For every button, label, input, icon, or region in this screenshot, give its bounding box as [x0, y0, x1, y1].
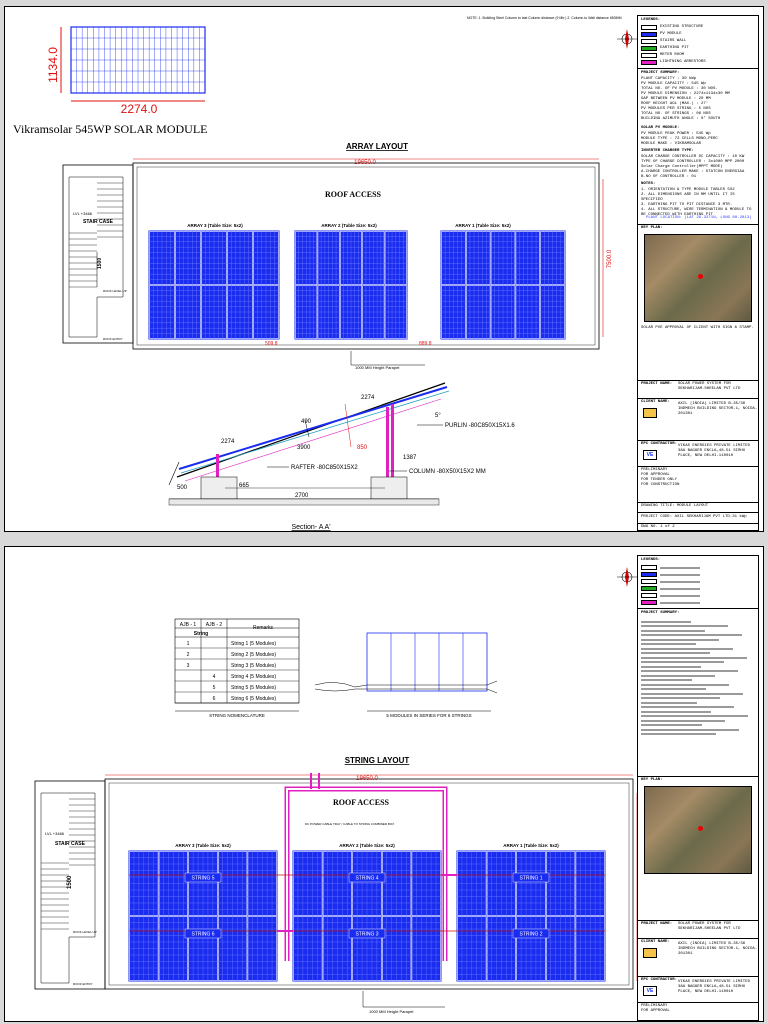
- key-plan-heading: KEY PLAN:: [641, 778, 663, 782]
- legend-swatch-icon: [641, 46, 657, 51]
- text-line-placeholder: [641, 724, 702, 726]
- key-plan-satellite-map: [644, 234, 752, 322]
- text-line-placeholder: [641, 630, 705, 632]
- legend-swatch-icon: [641, 565, 657, 570]
- inverter-row: B.NO OF CONTROLLER : 01: [641, 175, 697, 179]
- note-row: 3. EARTHING PIT TO PIT DISTANCE 3 MTR.: [641, 203, 733, 207]
- legend-swatch-icon: [641, 572, 657, 577]
- stair-width: 1500: [97, 257, 103, 269]
- roof-level-label: ROOF LEVEL UP: [73, 930, 97, 934]
- inverter-row: SOLAR CHARGE CONTROLLER DC CAPACITY : 10 KW: [641, 155, 745, 159]
- north-arrow-icon: [617, 29, 637, 49]
- legend-list: [641, 24, 755, 66]
- text-line-placeholder: [641, 643, 696, 645]
- legend-label: METER ROOM: [660, 53, 685, 57]
- text-line-placeholder: [641, 706, 734, 708]
- text-line-placeholder: [641, 675, 715, 677]
- client-name: AXIL (INDIA) LIMITED B-35/36 INDMECH BUILDING SECTOR-1, NOIDA-201301: [678, 402, 758, 416]
- text-line-placeholder: [641, 729, 739, 731]
- note-row: 1. ORIENTATION & TYPE MODULE TABLES 5X2: [641, 188, 735, 192]
- legend-label: LIGHTNING ARRESTORS: [660, 60, 706, 64]
- roof-access-label: ROOF ACCESS: [333, 798, 389, 807]
- table-cell-ajb2: 4: [212, 674, 216, 680]
- legend-swatch-icon: [641, 32, 657, 37]
- text-line-placeholder: [641, 634, 742, 636]
- module-detail: [61, 27, 205, 101]
- table-caption: STRING NOMENCLATURE: [209, 713, 265, 718]
- stair-label: STAIR CASE: [83, 219, 113, 225]
- plant-location: PLANT LOCATION: (LAT 29.3271N, LONG 80.2813): [646, 216, 752, 220]
- string-label: STRING 1: [519, 875, 543, 882]
- section-title: Section- A A': [291, 524, 331, 531]
- rafter-label: RAFTER -80C850X15X2: [291, 465, 358, 471]
- overall-dim: 19650.0: [356, 776, 378, 782]
- module-height-dim: 1134.0: [46, 47, 60, 83]
- table-header-ajb2: AJB - 2: [205, 622, 223, 628]
- edge-dim-left: 509.8: [265, 341, 278, 347]
- array-2: [293, 851, 441, 981]
- section-dim-2700: 2700: [295, 493, 309, 499]
- solar-pv-module-heading: SOLAR PV MODULE:: [641, 126, 680, 130]
- section-dim-2274-a: 2274: [221, 439, 235, 445]
- drawing-sheet-array-layout: [4, 6, 764, 532]
- project-code: PROJECT CODE: AXIL SEKHARIJAM PVT LTD-31 kWp: [641, 515, 747, 519]
- key-plan-note: SOLAR PVE APPROVAL OF CLIENT WITH SIGN & STAMP.: [641, 326, 754, 330]
- table-cell-remarks: String 4 (5 Modules): [231, 674, 277, 680]
- legend-swatch-icon: [641, 600, 657, 605]
- section-aa-drawing: [169, 383, 449, 505]
- summary-row: PLANT CAPACITY : 30 kWp: [641, 77, 697, 81]
- roof-entry-label: ROOF ENTRY: [73, 982, 93, 986]
- array-3: [149, 231, 279, 339]
- staircase: [63, 165, 133, 343]
- epc-label: EPC CONTRACTOR:: [641, 442, 678, 446]
- legend-label: STAIRS WALL: [660, 39, 687, 43]
- note-row: 2. ALL DIMENSIONS ARE IN MM UNTIL IT IS SPECIFIED: [641, 193, 735, 202]
- text-line-placeholder: [641, 661, 724, 663]
- legend-swatch-icon: [641, 60, 657, 65]
- overall-dim: 19650.0: [354, 160, 376, 166]
- section-dim-1387: 1387: [403, 455, 417, 461]
- text-line-placeholder: [641, 688, 706, 690]
- text-line-placeholder: [641, 670, 738, 672]
- section-dim-850: 850: [357, 445, 368, 451]
- array-3-label: ARRAY 3 (Table Size: 5x2): [187, 223, 243, 228]
- summary-row: GAP BETWEEN PV MODULE : 20 MM: [641, 97, 711, 101]
- title-block: [637, 15, 759, 531]
- array-2-label: ARRAY 2 (Table Size: 5x2): [339, 843, 395, 848]
- text-line-placeholder: [641, 652, 710, 654]
- section-dim-665: 665: [239, 483, 250, 489]
- legend-list: [641, 564, 755, 606]
- legend-item: [641, 52, 755, 59]
- table-cell-remarks: String 2 (5 Modules): [231, 652, 277, 658]
- legend-item: [641, 564, 755, 571]
- inverter-row: A.CHARGE CONTROLLER MAKE : STATCON ENERGIAA: [641, 170, 745, 174]
- revision-row: FOR APPROVAL: [641, 1009, 670, 1013]
- table-subheader-string: String: [193, 631, 209, 637]
- string-label: STRING 6: [191, 931, 215, 938]
- table-header-remarks: Remarks: [252, 625, 274, 631]
- depth-dim: 7500.0: [607, 249, 613, 269]
- epc-name: VIKAS ENERGIES PRIVATE LIMITED 38A BAGGER ENCLA,48-51 SIRHU PLACE, NEW DELHI-110010: [678, 444, 751, 458]
- section-dim-500: 500: [177, 485, 188, 491]
- array-layout-title: ARRAY LAYOUT: [346, 142, 408, 151]
- legend-heading: LEGENDS:: [641, 18, 661, 22]
- series-caption: 5 MODULES IN SERIES FOR 6 STRINGS: [386, 713, 472, 718]
- summary-row: TOTAL NO. OF STRINGS : 06 NOS: [641, 112, 711, 116]
- text-line-placeholder: [641, 648, 733, 650]
- table-cell-remarks: String 3 (5 Modules): [231, 663, 277, 669]
- section-dim-2274-b: 2274: [361, 395, 375, 401]
- module-title: Vikramsolar 545WP SOLAR MODULE: [13, 122, 208, 136]
- project-name-label: PROJECT NAME:: [641, 382, 673, 386]
- string-label: STRING 2: [519, 931, 543, 938]
- stair-level: LVL +3466: [45, 831, 65, 836]
- north-arrow-icon: [617, 567, 637, 587]
- text-line-placeholder: [641, 693, 743, 695]
- text-line-placeholder: [641, 679, 692, 681]
- module-row: MODULE MAKE : VIKRAMSOLAR: [641, 142, 702, 146]
- summary-row: PV MODULE DIMENSION : 2274x1134x30 MM: [641, 92, 730, 96]
- epc-logo-icon: VE: [643, 450, 657, 460]
- note-row: 4. ALL STRUCTURE, WIRE TERMINATION & MODULE TO BE CONNECTED WITH EARTHING PIT: [641, 208, 752, 217]
- inverter-list: [641, 155, 757, 180]
- site-marker-icon: [698, 274, 703, 279]
- cable-note: DC POWER CABLE TRAY / CABLE TO STRING COMBINER BOX: [305, 822, 395, 826]
- array-1-label: ARRAY 1 (Table Size: 5x2): [455, 223, 511, 228]
- legend-label: EARTHING PIT: [660, 46, 689, 50]
- column-label: COLUMN -80X50X15X2 MM: [409, 469, 486, 475]
- legend-item: [641, 578, 755, 585]
- project-summary-heading: PROJECT SUMMARY:: [641, 611, 680, 615]
- text-line-placeholder: [641, 621, 691, 623]
- array-2-label: ARRAY 2 (Table Size: 5x2): [321, 223, 377, 228]
- pv-arrays: [129, 851, 605, 981]
- text-line-placeholder: [641, 702, 697, 704]
- module-row: MODULE TYPE : 72 CELLS MONO-PERC: [641, 137, 718, 141]
- summary-row: PV MODULES PER STRING : 5 NOS: [641, 107, 711, 111]
- client-label: CLIENT NAME:: [641, 400, 670, 404]
- revision-list: [641, 468, 679, 488]
- text-line-placeholder: [641, 666, 701, 668]
- roof-entry-label: ROOF ENTRY: [103, 337, 123, 341]
- text-line-placeholder: [641, 625, 728, 627]
- array-1-label: ARRAY 1 (Table Size: 5x2): [503, 843, 559, 848]
- project-name: SOLAR POWER SYSTEM FOR SEKHARIJAM-SHEELAN PVT LTD: [678, 922, 741, 931]
- legend-item: [641, 24, 755, 31]
- pv-arrays: [149, 231, 565, 339]
- legend-swatch-icon: [641, 593, 657, 598]
- epc-name: VIKAS ENERGIES PRIVATE LIMITED 38A BAGGER ENCLA,48-51 SIRHU PLACE, NEW DELHI-110010: [678, 980, 751, 994]
- edge-dim-right: 889.8: [419, 341, 432, 347]
- text-line-placeholder: [641, 639, 719, 641]
- revision-row: PRELIMINARY: [641, 468, 668, 472]
- roof-access-label: ROOF ACCESS: [325, 190, 381, 199]
- legend-item: [641, 585, 755, 592]
- epc-label: EPC CONTRACTOR:: [641, 978, 678, 982]
- legend-label: PV MODULE: [660, 32, 682, 36]
- table-cell-ajb2: 6: [212, 696, 216, 702]
- module-width-dim: 2274.0: [120, 102, 158, 116]
- table-cell-ajb1: 3: [186, 663, 190, 669]
- summary-row: PV MODULE CAPACITY : 545 Wp: [641, 82, 706, 86]
- sheet1-notes: NOTE: 1. Building Steel Column to last Column distance (9 Mtr.) 2. Column to Wall distance 650MM: [467, 16, 622, 20]
- revision-list: [641, 1004, 670, 1014]
- key-plan-satellite-map: [644, 786, 752, 874]
- parapet-label: 1000 MM Height Parapet: [369, 1009, 414, 1014]
- table-cell-ajb2: 5: [212, 685, 216, 691]
- text-line-placeholder: [641, 720, 725, 722]
- array-1: [457, 851, 605, 981]
- client-label: CLIENT NAME:: [641, 940, 670, 944]
- legend-item: [641, 45, 755, 52]
- section-dim-3900: 3900: [297, 445, 311, 451]
- client-logo-icon: [643, 948, 657, 958]
- series-diagram: [315, 633, 497, 693]
- revision-row: FOR TENDER ONLY: [641, 478, 678, 482]
- summary-text-block: [641, 618, 755, 738]
- epc-logo-icon: VE: [643, 986, 657, 996]
- title-block: [637, 555, 759, 1021]
- array-1: [441, 231, 565, 339]
- project-name-label: PROJECT NAME:: [641, 922, 673, 926]
- revision-row: FOR CONSTRUCTION: [641, 483, 680, 487]
- array-2: [295, 231, 407, 339]
- legend-swatch-icon: [641, 39, 657, 44]
- legend-item: [641, 38, 755, 45]
- summary-row: TOTAL NO. OF PV MODULE : 30 NOS.: [641, 87, 718, 91]
- table-cell-remarks: String 1 (5 Modules): [231, 641, 277, 647]
- notes-heading: NOTES:: [641, 182, 656, 186]
- legend-swatch-icon: [641, 53, 657, 58]
- pv-module-list: [641, 132, 718, 147]
- summary-row: BUILDING AZIMUTH ANGLE : 0° SOUTH: [641, 117, 721, 121]
- table-cell-remarks: String 6 (5 Modules): [231, 696, 277, 702]
- project-summary-heading: PROJECT SUMMARY:: [641, 71, 680, 75]
- key-plan-heading: KEY PLAN:: [641, 226, 663, 230]
- legend-swatch-icon: [641, 25, 657, 30]
- drawing-sheet-string-layout: [4, 546, 764, 1022]
- inverter-row: TYPE OF CHARGE CONTROLLER : 3x1000 MPP 2000 Solar Charge Controller(MPPT MODE): [641, 160, 745, 169]
- legend-swatch-icon: [641, 586, 657, 591]
- string-label: STRING 5: [191, 875, 215, 882]
- stair-label: STAIR CASE: [55, 841, 85, 847]
- parapet-label: 1000 MM Height Parapet: [355, 365, 400, 370]
- notes-list: [641, 188, 757, 218]
- roof-level-label: ROOF LEVEL UP: [103, 289, 127, 293]
- array-3-label: ARRAY 3 (Table Size: 5x2): [175, 843, 231, 848]
- site-marker-icon: [698, 826, 703, 831]
- module-row: PV MODULE PEAK POWER : 545 Wp: [641, 132, 711, 136]
- legend-label: EXISTING STRUCTURE: [660, 25, 704, 29]
- legend-item: [641, 571, 755, 578]
- text-line-placeholder: [641, 733, 716, 735]
- inverter-heading: INVERTER CHARGER TYPE:: [641, 149, 694, 153]
- text-line-placeholder: [641, 715, 748, 717]
- text-line-placeholder: [641, 711, 711, 713]
- legend-item: [641, 31, 755, 38]
- table-cell-remarks: String 5 (5 Modules): [231, 685, 277, 691]
- summary-row: ROOF HEIGHT AGL (MAX.) : 27': [641, 102, 709, 106]
- legend-swatch-icon: [641, 579, 657, 584]
- revision-row: FOR APPROVAL: [641, 473, 670, 477]
- text-line-placeholder: [641, 697, 720, 699]
- table-cell-ajb1: 2: [186, 652, 190, 658]
- revision-row: PRELIMINARY: [641, 1004, 668, 1008]
- client-name: AXIL (INDIA) LIMITED B-35/36 INDMECH BUILDING SECTOR-1, NOIDA-201301: [678, 942, 758, 956]
- string-layout-title: STRING LAYOUT: [344, 756, 410, 765]
- drawing-title: DRAWING TITLE: MODULE LAYOUT: [641, 504, 709, 508]
- project-name: SOLAR POWER SYSTEM FOR SEKHARIJAM-SHEELAN PVT LTD: [678, 382, 741, 391]
- table-cell-ajb1: 1: [186, 641, 190, 647]
- legend-item: [641, 592, 755, 599]
- legend-item: [641, 599, 755, 606]
- table-header-ajb1: AJB - 1: [179, 622, 197, 628]
- project-summary-list: [641, 77, 730, 122]
- array-3: [129, 851, 277, 981]
- section-dim-490: 490: [301, 419, 312, 425]
- legend-item: [641, 59, 755, 66]
- legend-heading: LEGENDS:: [641, 558, 661, 562]
- text-line-placeholder: [641, 684, 729, 686]
- client-logo-icon: [643, 408, 657, 418]
- stair-level: LVL +3466: [73, 211, 93, 216]
- stair-width: 1500: [67, 875, 73, 889]
- text-line-placeholder: [641, 657, 747, 659]
- purlin-label: PURLIN -80C850X15X1.6: [445, 423, 515, 429]
- section-angle: 5°: [435, 413, 441, 419]
- string-label: STRING 4: [355, 875, 379, 882]
- string-label: STRING 3: [355, 931, 379, 938]
- sheet-info: DWG NO. 1 of 2: [641, 525, 675, 529]
